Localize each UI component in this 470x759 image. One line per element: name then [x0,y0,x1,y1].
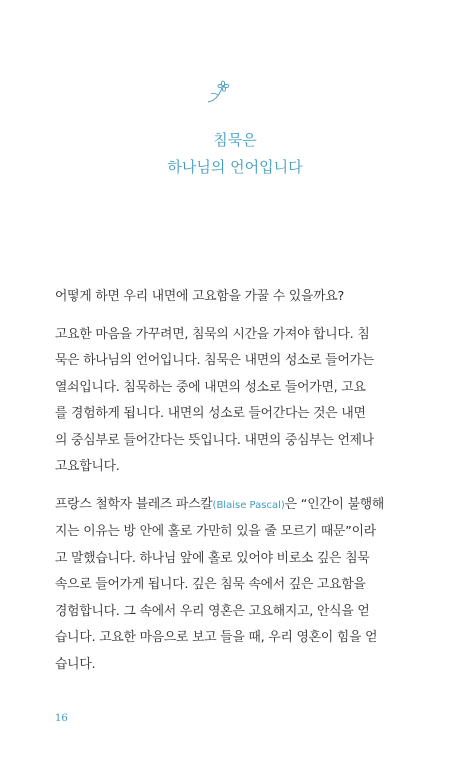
body-text [55,284,420,678]
paragraph-line: 열쇠입니다. 침묵하는 중에 내면의 성소로 들어가면, 고요 [55,379,366,395]
paragraph-silence [55,322,420,481]
paragraph-line: 경험합니다. 그 속에서 우리 영혼은 고요해지고, 안식을 얻 [55,603,370,619]
chapter-title-line-1: 침묵은 [213,131,257,149]
paragraph-question: 어떻게 하면 우리 내면에 고요함을 가꿀 수 있을까요? [55,289,345,304]
paragraph-line: 지는 이유는 방 안에 홀로 가만히 있을 줄 모르기 때문”이라 [55,524,376,539]
paragraph-line: 고요합니다. [55,459,120,474]
paragraph-line: 고 말했습니다. 하나님 앞에 홀로 있어야 비로소 깊은 침묵 [55,550,370,566]
page-number: 16 [55,713,68,724]
paragraph-line: 속으로 들어가게 됩니다. 깊은 침묵 속에서 깊은 고요함을 [55,577,366,592]
pascal-latin-name: (Blaise Pascal) [212,499,285,511]
paragraph-line: 습니다. 고요한 마음으로 보고 들을 때, 우리 영혼이 힘을 얻 [55,630,378,645]
paragraph-line: 고요한 마음을 가꾸려면, 침묵의 시간을 가져야 합니다. 침 [55,326,370,342]
paragraph-line: 의 중심부로 들어간다는 뜻입니다. 내면의 중심부는 언제나 [55,432,374,448]
chapter-title [0,127,470,181]
chapter-title-line-2: 하나님의 언어입니다 [167,158,303,176]
paragraph-line: 묵은 하나님의 언어입니다. 침묵은 내면의 성소로 들어가는 [55,353,374,368]
paragraph-line: 습니다. [55,656,96,672]
paragraph-pascal [55,492,420,679]
flower-icon [204,78,232,106]
paragraph-line: 를 경험하게 됩니다. 내면의 성소로 들어간다는 것은 내면 [55,406,366,421]
paragraph-line: 프랑스 철학자 블레즈 파스칼 [55,496,213,512]
paragraph-line: 은 “인간이 불행해 [284,496,385,512]
